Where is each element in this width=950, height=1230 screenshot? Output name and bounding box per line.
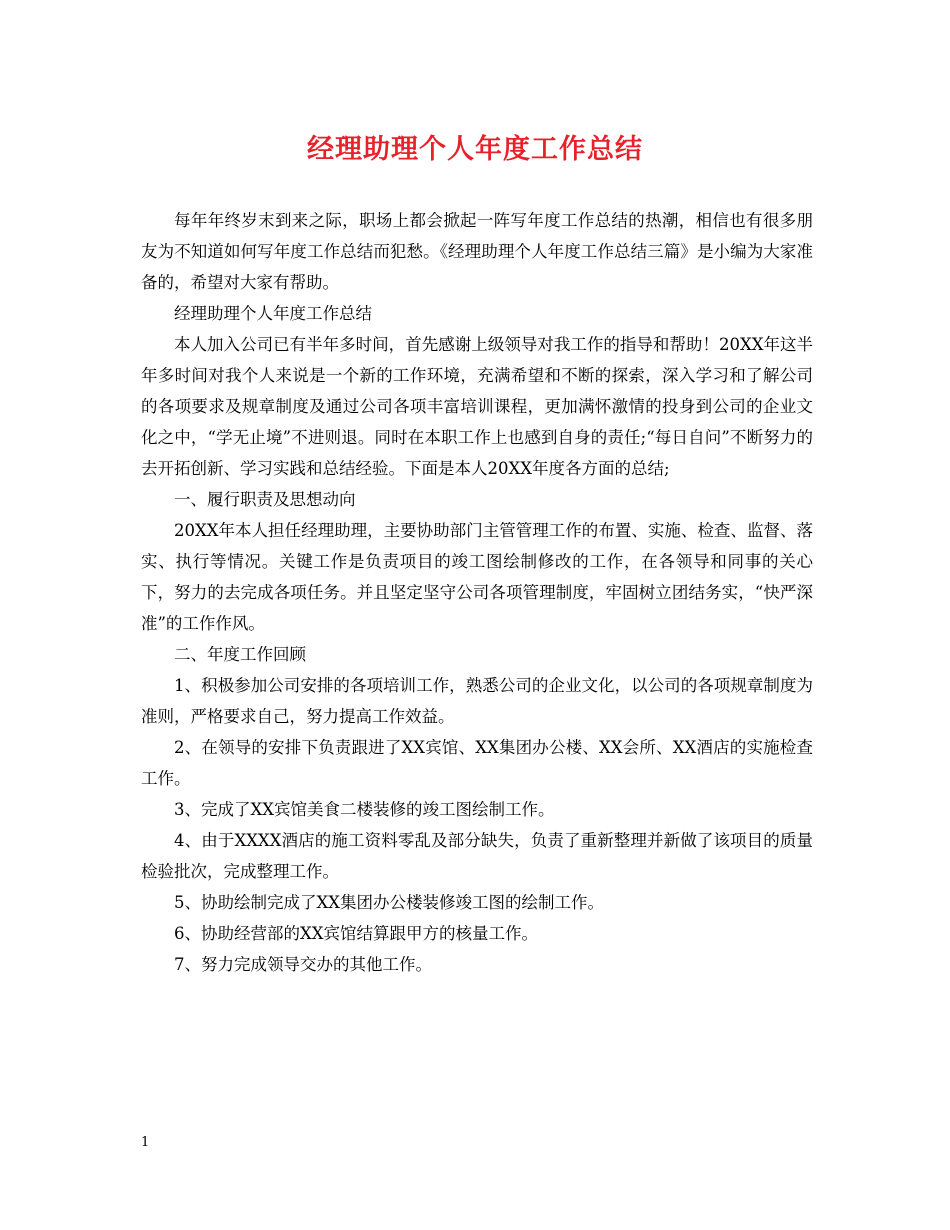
list-item: 4、由于XXXX酒店的施工资料零乱及部分缺失，负责了重新整理并新做了该项目的质量检验批次，完成整理工作。 bbox=[141, 831, 813, 881]
list-item: 3、完成了XX宾馆美食二楼装修的竣工图绘制工作。 bbox=[174, 800, 555, 819]
section-heading-review: 二、年度工作回顾 bbox=[174, 645, 306, 664]
document-title: 经理助理个人年度工作总结 bbox=[307, 134, 643, 165]
list-item: 1、积极参加公司安排的各项培训工作，熟悉公司的企业文化，以公司的各项规章制度为准则，严格要求自己，努力提高工作效益。 bbox=[141, 676, 813, 726]
paragraph-intro: 每年年终岁末到来之际，职场上都会掀起一阵写年度工作总结的热潮，相信也有很多朋友为不知道如何写年度工作总结而犯愁。《经理助理个人年度工作总结三篇》是小编为大家准备的，希望对大家有帮助。 bbox=[141, 211, 813, 292]
list-item: 2、在领导的安排下负责跟进了XX宾馆、XX集团办公楼、XX会所、XX酒店的实施检查工作。 bbox=[141, 738, 813, 788]
paragraph-duties: 20XX年本人担任经理助理，主要协助部门主管管理工作的布置、实施、检查、监督、落实、执行等情况。关键工作是负责项目的竣工图绘制修改的工作，在各领导和同事的关心下，努力的去完成各项任务。并且坚定坚守公司各项管理制度，牢固树立团结务实，“快严深准”的工作作风。 bbox=[141, 521, 813, 633]
paragraph-opening: 本人加入公司已有半年多时间，首先感谢上级领导对我工作的指导和帮助！20XX年这半年多时间对我个人来说是一个新的工作环境，充满希望和不断的探索，深入学习和了解公司的各项要求及规章制度及通过公司各项丰富培训课程，更加满怀激情的投身到公司的企业文化之中，“学无止境”不进则退。同时在本职工作上也感到自身的责任;“每日自问”不断努力的去开拓创新、学习实践和总结经验。下面是本人20XX年度各方面的总结; bbox=[141, 335, 813, 478]
page-number: 1 bbox=[141, 1135, 150, 1150]
document-body bbox=[141, 205, 813, 980]
list-item: 5、协助绘制完成了XX集团办公楼装修竣工图的绘制工作。 bbox=[174, 893, 604, 912]
section-heading-duties: 一、履行职责及思想动向 bbox=[174, 490, 356, 509]
list-item: 7、努力完成领导交办的其他工作。 bbox=[174, 955, 432, 974]
list-item: 6、协助经营部的XX宾馆结算跟甲方的核量工作。 bbox=[174, 924, 538, 943]
paragraph-subtitle: 经理助理个人年度工作总结 bbox=[174, 304, 372, 323]
